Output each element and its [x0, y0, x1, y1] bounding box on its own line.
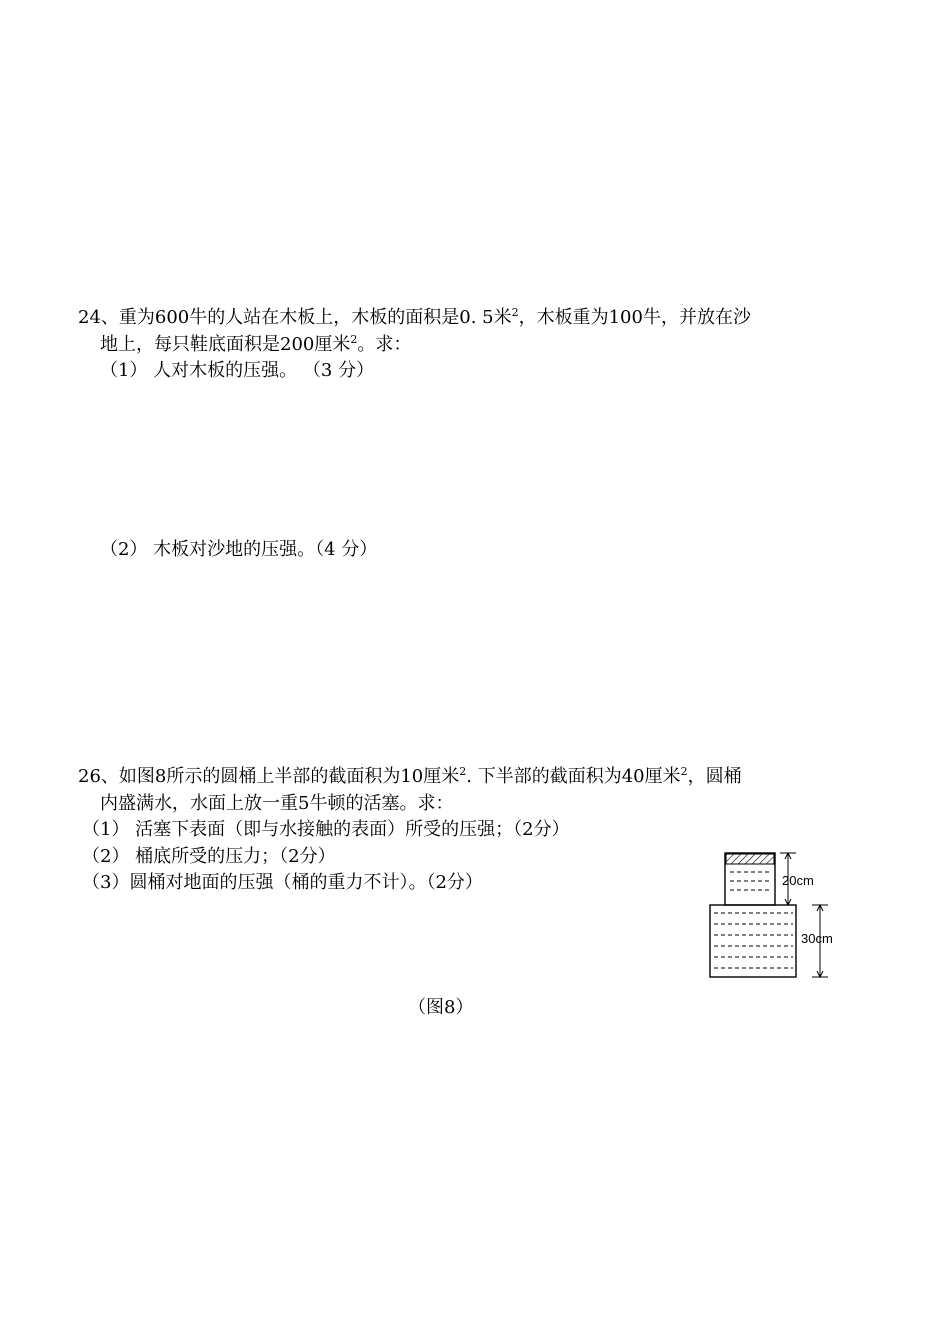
q26-line-1-superscript-1: 2 [459, 765, 467, 778]
q26-line-1 [78, 765, 742, 789]
upper-height-label: 20cm [782, 873, 814, 888]
q26-line-2: 内盛满水，水面上放一重5牛顿的活塞。求： [100, 793, 454, 814]
q26-line-1-superscript-2: 2 [680, 765, 688, 778]
q26-part-3: （3）圆桶对地面的压强（桶的重力不计）。（2分） [82, 872, 483, 893]
q24-line-1-text-a: 24、重为600牛的人站在木板上，木板的面积是0. 5米 [78, 307, 512, 328]
piston [726, 854, 774, 864]
upper-water [730, 872, 772, 890]
q24-part-1: （1） 人对木板的压强。 （3 分） [100, 360, 375, 381]
q26-line-1-text-c: ，圆桶 [687, 766, 742, 787]
q24-line-1 [78, 306, 751, 330]
figure-8-cylinder-diagram [700, 845, 850, 985]
q26-part-1: （1） 活塞下表面（即与水接触的表面）所受的压强；（2分） [82, 819, 570, 840]
q24-line-1-superscript: 2 [511, 306, 519, 319]
cylinder-svg [700, 845, 850, 985]
q24-line-2-superscript: 2 [350, 333, 358, 346]
figure-caption: （图8） [408, 997, 474, 1018]
lower-cylinder [710, 905, 796, 977]
q24-line-2-text-b: 。求： [357, 334, 412, 355]
q26-line-1-text-a: 26、如图8所示的圆桶上半部的截面积为10厘米 [78, 766, 460, 787]
q24-line-1-text-b: ，木板重为100牛，并放在沙 [518, 307, 751, 328]
q24-line-2 [100, 333, 411, 357]
q24-part-2: （2） 木板对沙地的压强。（4 分） [100, 539, 378, 560]
q26-part-2: （2） 桶底所受的压力；（2分） [82, 846, 336, 867]
lower-height-label: 30cm [801, 931, 833, 946]
lower-water [714, 913, 793, 968]
q26-line-1-text-b: . 下半部的截面积为40厘米 [466, 766, 681, 787]
q24-line-2-text-a: 地上，每只鞋底面积是200厘米 [100, 334, 351, 355]
